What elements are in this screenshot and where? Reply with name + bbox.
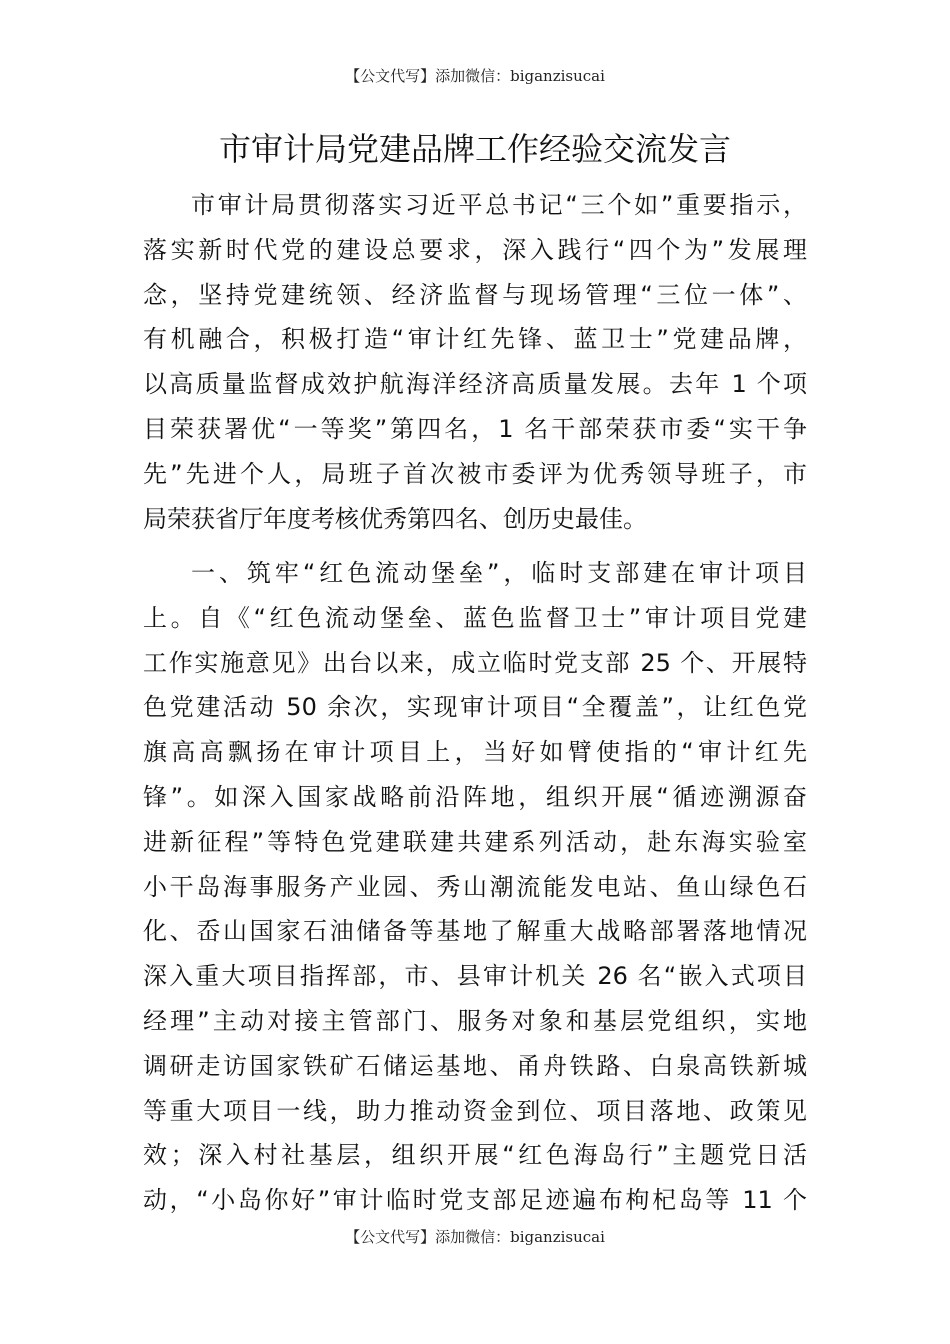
paragraph-line: 上。自《“红色流动堡垒、蓝色监督卫士”审计项目党建 bbox=[143, 603, 807, 632]
paragraph-line: 效；深入村社基层，组织开展“红色海岛行”主题党日活 bbox=[143, 1141, 807, 1170]
paragraph-line: 化、岙山国家石油储备等基地了解重大战略部署落地情况 bbox=[143, 917, 807, 946]
paragraph-line: 以高质量监督成效护航海洋经济高质量发展。去年 1 个项 bbox=[143, 370, 807, 399]
paragraph-line: 经理”主动对接主管部门、服务对象和基层党组织，实地 bbox=[143, 1006, 807, 1035]
paragraph-line: 市审计局贯彻落实习近平总书记“三个如”重要指示， bbox=[191, 191, 807, 219]
page-header-watermark: 【公文代写】添加微信：biganzisucai bbox=[345, 67, 605, 85]
paragraph-line: 色党建活动 50 余次，实现审计项目“全覆盖”，让红色党 bbox=[143, 693, 807, 722]
paragraph-line: 进新征程”等特色党建联建共建系列活动，赴东海实验室 bbox=[143, 827, 807, 856]
paragraph-line: 落实新时代党的建设总要求，深入践行“四个为”发展理 bbox=[143, 235, 807, 264]
paragraph-line: 等重大项目一线，助力推动资金到位、项目落地、政策见 bbox=[143, 1096, 807, 1125]
page-footer-watermark: 【公文代写】添加微信：biganzisucai bbox=[345, 1228, 605, 1246]
paragraph-line: 锋”。如深入国家战略前沿阵地，组织开展“循迹溯源奋 bbox=[143, 782, 807, 811]
paragraph-line: 有机融合，积极打造“审计红先锋、蓝卫士”党建品牌， bbox=[143, 325, 807, 354]
paragraph-line: 一、筑牢“红色流动堡垒”，临时支部建在审计项目 bbox=[191, 559, 807, 587]
document-title: 市审计局党建品牌工作经验交流发言 bbox=[218, 130, 731, 168]
paragraph-line: 念，坚持党建统领、经济监督与现场管理“三位一体”、 bbox=[143, 280, 807, 309]
paragraph-line: 旗高高飘扬在审计项目上，当好如臂使指的“审计红先 bbox=[143, 738, 807, 767]
paragraph-section-one bbox=[143, 551, 807, 1223]
paragraph-line: 动，“小岛你好”审计临时党支部足迹遍布枸杞岛等 11 个 bbox=[143, 1186, 807, 1215]
paragraph-line: 小干岛海事服务产业园、秀山潮流能发电站、鱼山绿色石 bbox=[143, 872, 807, 901]
paragraph-line: 工作实施意见》出台以来，成立临时党支部 25 个、开展特 bbox=[143, 648, 807, 677]
paragraph-line: 目荣获署优“一等奖”第四名，1 名干部荣获市委“实干争 bbox=[143, 414, 807, 443]
paragraph-intro bbox=[143, 183, 807, 541]
paragraph-line: 深入重大项目指挥部，市、县审计机关 26 名“嵌入式项目 bbox=[143, 962, 807, 991]
paragraph-line: 先”先进个人，局班子首次被市委评为优秀领导班子，市 bbox=[143, 459, 807, 488]
paragraph-line: 局荣获省厅年度考核优秀第四名、创历史最佳。 bbox=[143, 504, 647, 533]
paragraph-line: 调研走访国家铁矿石储运基地、甬舟铁路、白泉高铁新城 bbox=[143, 1051, 807, 1080]
